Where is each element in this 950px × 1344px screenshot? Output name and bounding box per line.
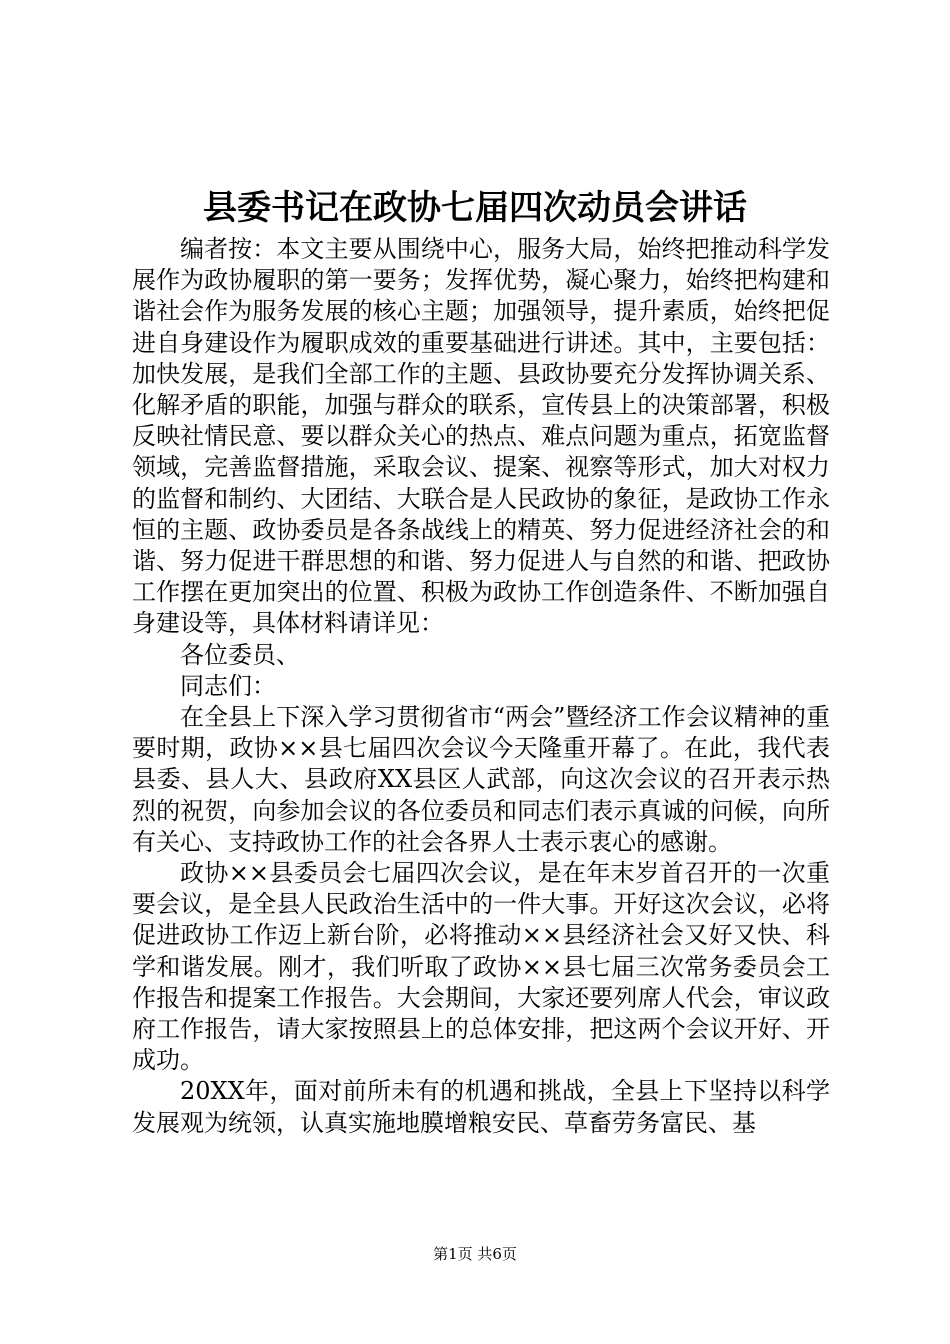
salutation-line: 各位委员、: [180, 640, 300, 669]
editor-note-paragraph: 编者按：本文主要从围绕中心，服务大局，始终把推动科学发展作为政协履职的第一要务；发挥优势，凝心聚力，始终把构建和谐社会作为服务发展的核心主题；加强领导，提升素质，始终把促进自身建设作为履职成效的重要基础进行讲述。其中，主要包括：加快发展，是我们全部工作的主题、县政协要充分发挥协调关系、化解矛盾的职能，加强与群众的联系，宣传县上的决策部署，积极反映社情民意、要以群众关心的热点、难点问题为重点，拓宽监督领域，完善监督措施，采取会议、提案、视察等形式，加大对权力的监督和制约、大团结、大联合是人民政协的象征，是政协工作永恒的主题、政协委员是各条战线上的精英、努力促进经济社会的和谐、努力促进干群思想的和谐、努力促进人与自然的和谐、把政协工作摆在更加突出的位置、积极为政协工作创造条件、不断加强自身建设等，具体材料请详见：: [132, 235, 830, 638]
body-paragraph: 20XX年，面对前所未有的机遇和挑战，全县上下坚持以科学发展观为统领，认真实施地膜增粮安民、草畜劳务富民、基: [132, 1077, 830, 1137]
body-paragraph: 在全县上下深入学习贯彻省市“两会”暨经济工作会议精神的重要时期，政协××县七届四次会议今天隆重开幕了。在此，我代表县委、县人大、县政府XX县区人武部，向这次会议的召开表示热烈的祝贺，向参加会议的各位委员和同志们表示真诚的问候，向所有关心、支持政协工作的社会各界人士表示衷心的感谢。: [132, 703, 830, 856]
page-number-footer: 第1页 共6页: [433, 1245, 517, 1263]
document-body: [132, 234, 830, 1139]
salutation-line: 同志们：: [180, 671, 276, 700]
page-title: 县委书记在政协七届四次动员会讲话: [203, 188, 747, 228]
body-paragraph: 政协××县委员会七届四次会议，是在年末岁首召开的一次重要会议，是全县人民政治生活中的一件大事。开好这次会议，必将促进政协工作迈上新台阶，必将推动××县经济社会又好又快、科学和谐发展。刚才，我们听取了政协××县七届三次常务委员会工作报告和提案工作报告。大会期间，大家还要列席人代会，审议政府工作报告，请大家按照县上的总体安排，把这两个会议开好、开成功。: [132, 859, 830, 1075]
